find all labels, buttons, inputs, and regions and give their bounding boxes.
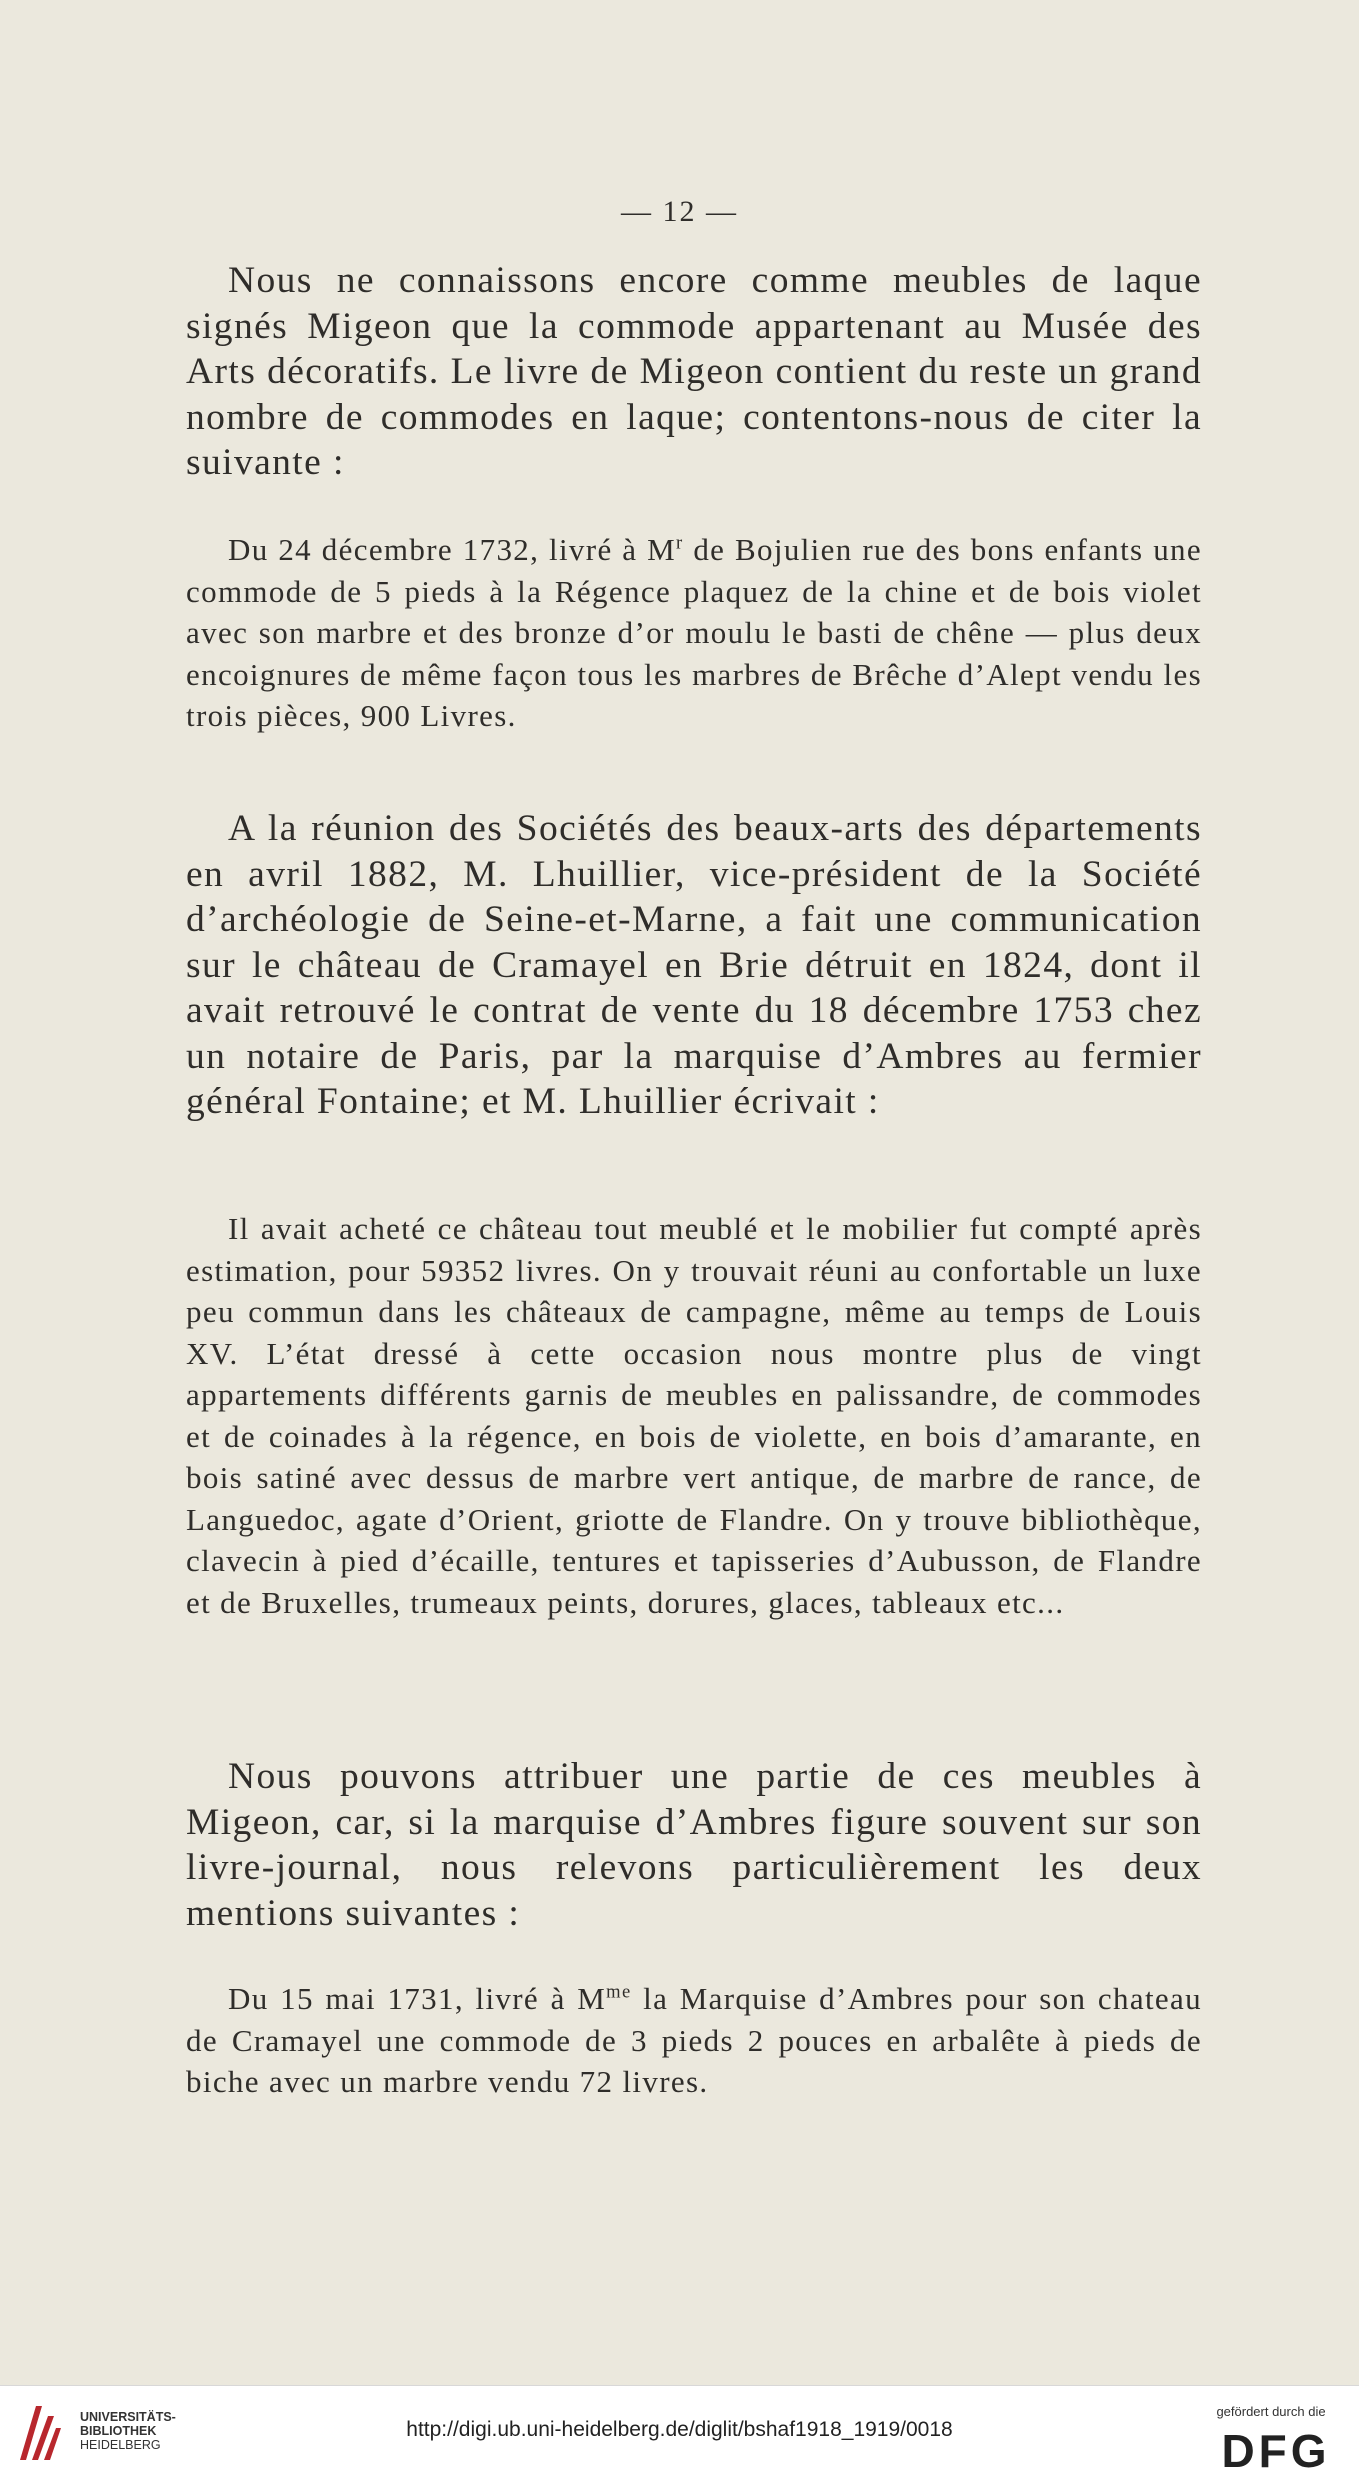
paragraph-3: Nous pouvons attribuer une partie de ces meubles à Migeon, car, si la marquise d’Ambres figure souvent sur son livre-journal, nous relevons particulièrement les deux mentions suivantes : [186,1756,1202,1934]
quote-1-text-b: de Bojulien rue des bons enfants une commode de 5 pieds à la Régence plaquez de la chine et de bois violet avec son marbre et des bronze d’or moulu le basti de chêne — plus deux encoignures de même façon tous les marbres de Brêche d’Alept vendu les trois pièces, 900 Livres. [186,532,1203,733]
quote-1-superscript: r [676,532,684,554]
funded-by-label: gefördert durch die [1216,2404,1326,2419]
paragraph-2: A la réunion des Sociétés des beaux-arts des départements en avril 1882, M. Lhuillier, vice-président de la Société d’archéologie de Seine-et-Marne, a fait une communication sur le château de Cramayel en Brie détruit en 1824, dont il avait retrouvé le contrat de vente du 18 décembre 1753 chez un notaire de Paris, par la marquise d’Ambres au fermier général Fontaine; et M. Lhuillier écrivait : [186,808,1202,1122]
paragraph-1: Nous ne connaissons encore comme meubles de laque signés Migeon que la commode appartenant au Musée des Arts décoratifs. Le livre de Migeon contient du reste un grand nombre de commodes en laque; contentons-nous de citer la suivante : [186,260,1202,483]
library-name-line-1: UNIVERSITÄTS- [80,2410,176,2424]
library-name-line-3: HEIDELBERG [80,2438,161,2452]
quote-3-text-b: la Marquise d’Ambres pour son chateau de Cramayel une commode de 3 pieds 2 pouces en arbalête à pieds de biche avec un marbre vendu 72 livres. [186,1981,1202,2099]
quote-3-text-a: Du 15 mai 1731, livré à M [228,1981,607,2016]
quote-3-superscript: me [606,1981,632,2003]
page-number: — 12 — [621,195,738,228]
quote-2: Il avait acheté ce château tout meublé et le mobilier fut compté après estimation, pour 59352 livres. On y trouvait réuni au confortable un luxe peu commun dans les châteaux de campagne, même au temps de Louis XV. L’état dressé à cette occasion nous montre plus de vingt appartements différents garnis de meubles en palissandre, de commodes et de coinades à la régence, en bois de violette, en bois d’amarante, en bois satiné avec dessus de marbre vert antique, de marbre de rance, de Languedoc, agate d’Orient, griotte de Flandre. On y trouve bibliothèque, clavecin à pied d’écaille, tentures et tapisseries d’Aubusson, de Flandre et de Bruxelles, trumeaux peints, dorures, glaces, tableaux etc... [186,1211,1202,1620]
quote-1-text-a: Du 24 décembre 1732, livré à M [228,532,677,567]
quote-3 [186,1978,1202,2103]
quote-1 [186,529,1202,737]
dfg-logo: DFG [1221,2425,1331,2477]
source-url-link[interactable]: http://digi.ub.uni-heidelberg.de/diglit/bshaf1918_1919/0018 [406,2418,953,2441]
library-name-line-2: BIBLIOTHEK [80,2424,157,2438]
